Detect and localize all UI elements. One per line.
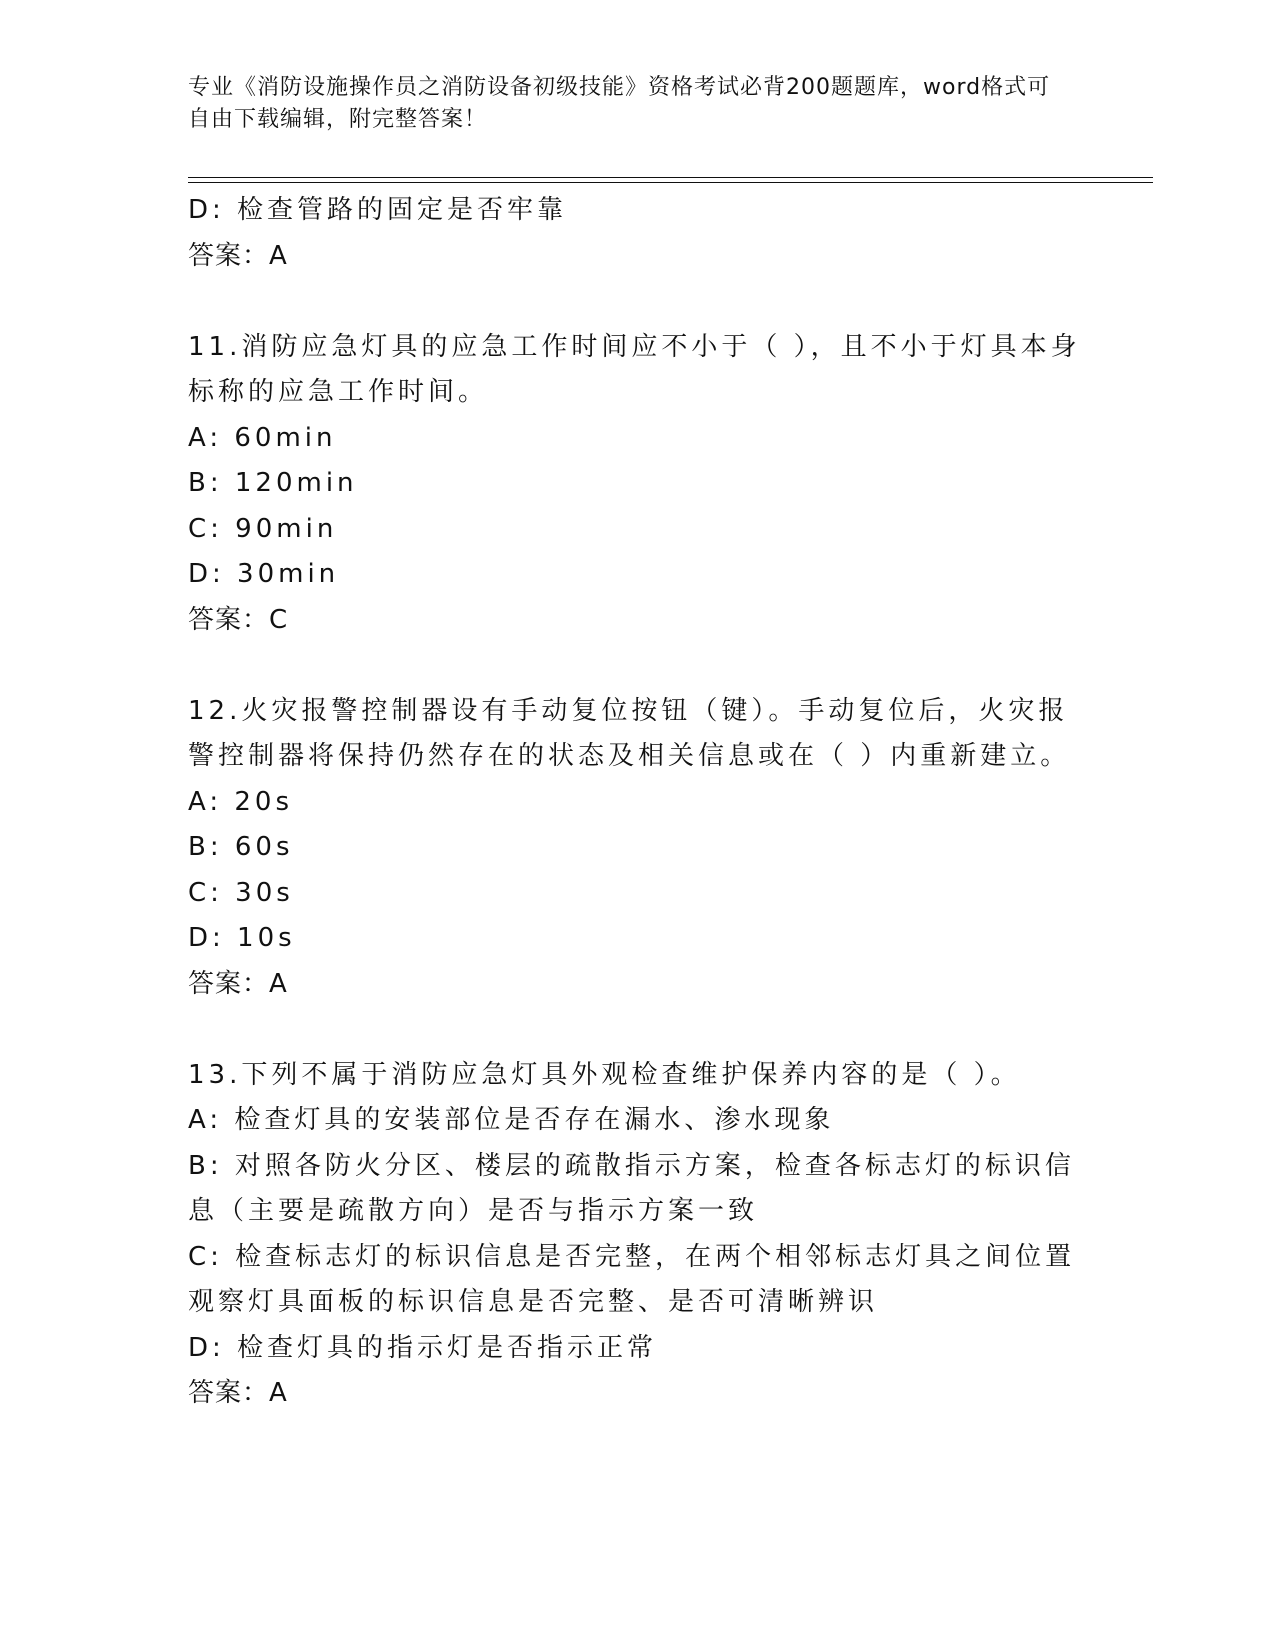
option-c: C: 30s bbox=[188, 877, 294, 908]
question-11 bbox=[188, 325, 1088, 644]
option-d: D: 30min bbox=[188, 559, 340, 589]
question-text: 12.火灾报警控制器设有手动复位按钮（键）。手动复位后，火灾报警控制器将保持仍然存在的状态及相关信息或在（ ）内重新建立。 bbox=[188, 695, 1071, 771]
spacer bbox=[188, 643, 1088, 689]
page-header: 专业《消防设施操作员之消防设备初级技能》资格考试必背200题题库，word格式可自由下载编辑，附完整答案！ bbox=[188, 75, 1051, 132]
question-text: 13.下列不属于消防应急灯具外观检查维护保养内容的是（ ）。 bbox=[188, 1059, 1021, 1090]
option-a: A: 20s bbox=[188, 786, 293, 817]
option-b: B: 60s bbox=[188, 832, 294, 862]
header-rule-top bbox=[188, 177, 1153, 178]
document-body bbox=[188, 188, 1088, 1417]
answer: 答案：A bbox=[188, 1378, 288, 1408]
option-a: A: 检查灯具的安装部位是否存在漏水、渗水现象 bbox=[188, 1105, 835, 1135]
option-d: D: 检查灯具的指示灯是否指示正常 bbox=[188, 1332, 658, 1363]
question-12 bbox=[188, 689, 1088, 1008]
option-c: C: 检查标志灯的标识信息是否完整，在两个相邻标志灯具之间位置观察灯具面板的标识信息是否完整、是否可清晰辨识 bbox=[188, 1241, 1076, 1317]
option-c: C: 90min bbox=[188, 513, 338, 544]
header-rule-bottom bbox=[188, 182, 1153, 183]
prev-answer: 答案：A bbox=[188, 240, 288, 271]
answer: 答案：C bbox=[188, 604, 289, 635]
question-13 bbox=[188, 1053, 1088, 1417]
spacer bbox=[188, 279, 1088, 325]
option-b: B: 120min bbox=[188, 468, 358, 498]
option-a: A: 60min bbox=[188, 422, 337, 453]
option-d: D: 10s bbox=[188, 923, 296, 953]
answer: 答案：A bbox=[188, 968, 288, 999]
spacer bbox=[188, 1007, 1088, 1053]
question-text: 11.消防应急灯具的应急工作时间应不小于（ ），且不小于灯具本身标称的应急工作时间。 bbox=[188, 331, 1081, 407]
option-b: B: 对照各防火分区、楼层的疏散指示方案，检查各标志灯的标识信息（主要是疏散方向）是否与指示方案一致 bbox=[188, 1150, 1075, 1226]
prev-option-d: D: 检查管路的固定是否牢靠 bbox=[188, 195, 568, 225]
